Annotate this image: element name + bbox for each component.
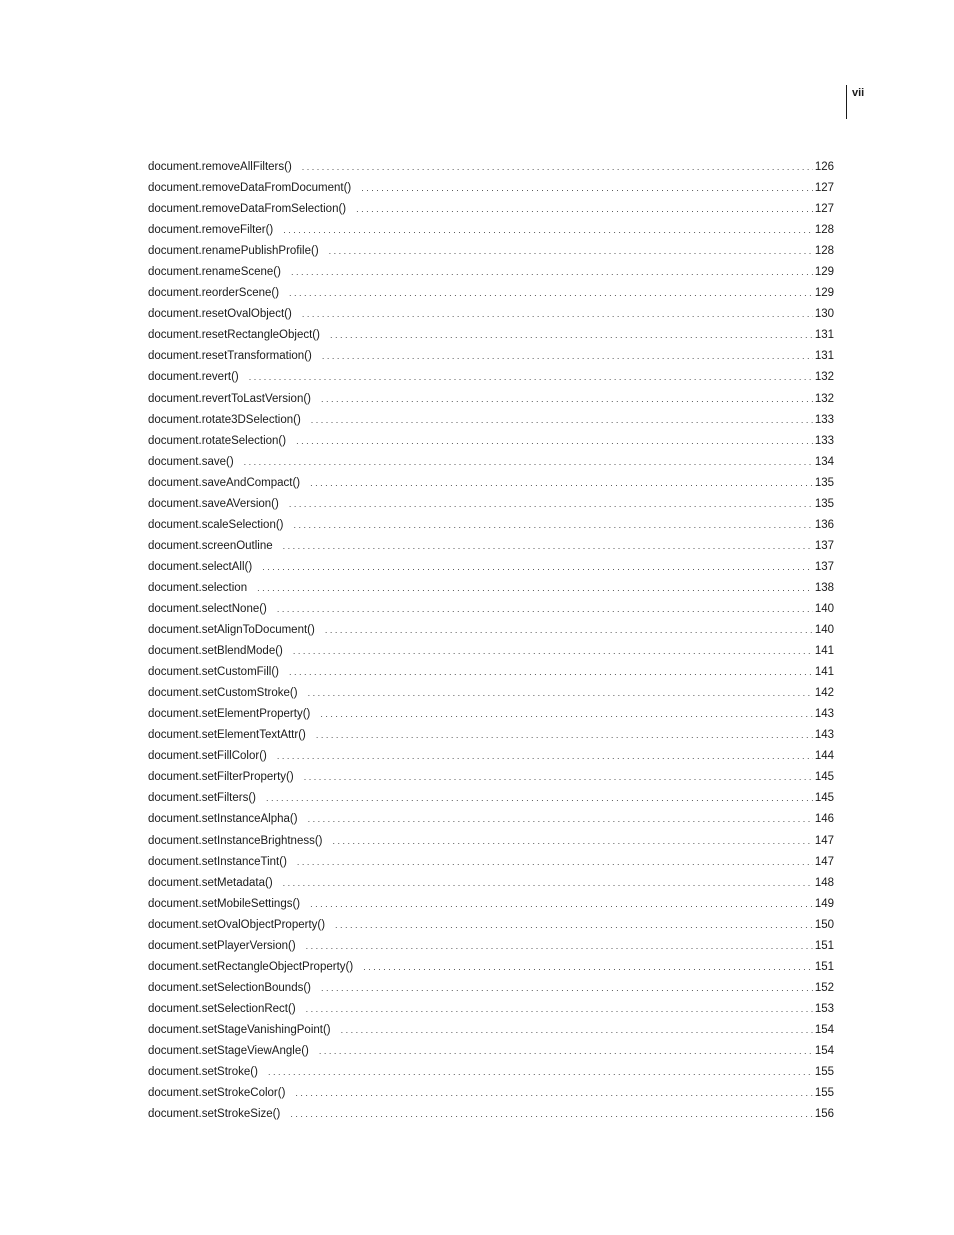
- toc-entry[interactable]: [148, 304, 834, 325]
- toc-entry-title[interactable]: document.removeAllFilters(): [148, 161, 292, 173]
- toc-entry[interactable]: [148, 767, 834, 788]
- toc-entry-title[interactable]: document.renameScene(): [148, 266, 281, 279]
- toc-entry-page-number[interactable]: 155: [814, 1087, 834, 1100]
- toc-entry-page-number[interactable]: 127: [814, 203, 834, 216]
- toc-entry-title[interactable]: document.selectAll(): [148, 560, 253, 573]
- toc-dot-leader: [291, 262, 813, 283]
- toc-entry-page-number[interactable]: 141: [814, 666, 834, 679]
- toc-dot-leader: [304, 767, 813, 788]
- toc-entry-page-number[interactable]: 146: [814, 813, 834, 826]
- toc-entry[interactable]: [148, 157, 834, 178]
- toc-entry[interactable]: [148, 473, 834, 494]
- toc-dot-leader: [310, 473, 813, 494]
- toc-dot-leader: [341, 1020, 813, 1041]
- toc-entry-page-number[interactable]: 137: [814, 539, 834, 552]
- toc-entry-title[interactable]: document.setInstanceAlpha(): [148, 813, 298, 826]
- toc-entry[interactable]: [148, 831, 834, 852]
- toc-entry-page-number[interactable]: 147: [814, 834, 834, 847]
- toc-entry-page-number[interactable]: 126: [814, 161, 834, 173]
- toc-entry-title[interactable]: document.setMobileSettings(): [148, 897, 301, 910]
- toc-entry-page-number[interactable]: 152: [814, 981, 834, 994]
- toc-entry-page-number[interactable]: 131: [814, 329, 834, 342]
- toc-entry-title[interactable]: document.save(): [148, 455, 234, 468]
- toc-entry-title[interactable]: document.revertToLastVersion(): [148, 392, 311, 405]
- toc-entry[interactable]: [148, 999, 834, 1020]
- toc-entry-page-number[interactable]: 135: [814, 476, 834, 489]
- toc-entry[interactable]: [148, 620, 834, 641]
- toc-entry-title[interactable]: document.setCustomStroke(): [148, 687, 298, 700]
- toc-entry-page-number[interactable]: 156: [814, 1108, 834, 1121]
- toc-dot-leader: [266, 788, 813, 809]
- toc-dot-leader: [244, 452, 813, 473]
- toc-entry[interactable]: [148, 557, 834, 578]
- toc-entry-page-number[interactable]: 128: [814, 245, 834, 258]
- toc-entry-title[interactable]: document.setPlayerVersion(): [148, 939, 296, 952]
- toc-entry[interactable]: [148, 704, 834, 725]
- toc-entry[interactable]: [148, 936, 834, 957]
- toc-entry-page-number[interactable]: 132: [814, 371, 834, 384]
- toc-entry[interactable]: [148, 746, 834, 767]
- toc-entry-page-number[interactable]: 155: [814, 1066, 834, 1079]
- toc-entry[interactable]: [148, 662, 834, 683]
- toc-entry[interactable]: [148, 809, 834, 830]
- toc-entry-title[interactable]: document.setAlignToDocument(): [148, 624, 315, 637]
- toc-entry[interactable]: [148, 178, 834, 199]
- toc-entry-title[interactable]: document.resetRectangleObject(): [148, 329, 320, 342]
- toc-entry-title[interactable]: document.setSelectionRect(): [148, 1002, 296, 1015]
- toc-entry-page-number[interactable]: 133: [814, 434, 834, 447]
- toc-entry-page-number[interactable]: 129: [814, 287, 834, 300]
- toc-dot-leader: [277, 746, 813, 767]
- toc-entry-title[interactable]: document.removeDataFromSelection(): [148, 203, 347, 216]
- toc-entry-page-number[interactable]: 154: [814, 1044, 834, 1057]
- toc-entry[interactable]: [148, 494, 834, 515]
- toc-entry-page-number[interactable]: 143: [814, 708, 834, 721]
- toc-entry-page-number[interactable]: 151: [814, 939, 834, 952]
- toc-entry-page-number[interactable]: 136: [814, 518, 834, 531]
- toc-entry[interactable]: [148, 957, 834, 978]
- toc-entry-page-number[interactable]: 135: [814, 497, 834, 510]
- toc-entry-page-number[interactable]: 141: [814, 645, 834, 658]
- toc-entry[interactable]: [148, 410, 834, 431]
- toc-entry-title[interactable]: document.setStrokeSize(): [148, 1108, 281, 1121]
- toc-dot-leader: [262, 557, 813, 578]
- toc-entry-title[interactable]: document.revert(): [148, 371, 239, 384]
- toc-entry-page-number[interactable]: 138: [814, 581, 834, 594]
- toc-dot-leader: [330, 325, 813, 346]
- toc-entry[interactable]: [148, 725, 834, 746]
- table-of-contents: [148, 157, 834, 1125]
- toc-entry-title[interactable]: document.resetTransformation(): [148, 350, 312, 363]
- toc-entry-page-number[interactable]: 149: [814, 897, 834, 910]
- toc-dot-leader: [308, 683, 813, 704]
- toc-dot-leader: [306, 999, 813, 1020]
- toc-dot-leader: [316, 725, 813, 746]
- toc-entry-title[interactable]: document.setSelectionBounds(): [148, 981, 312, 994]
- toc-dot-leader: [320, 704, 812, 725]
- toc-dot-leader: [295, 1083, 812, 1104]
- toc-dot-leader: [306, 936, 813, 957]
- toc-dot-leader: [302, 157, 813, 178]
- toc-entry-page-number[interactable]: 128: [814, 224, 834, 237]
- toc-entry[interactable]: [148, 283, 834, 304]
- toc-entry-title[interactable]: document.selectNone(): [148, 602, 267, 615]
- toc-dot-leader: [249, 367, 813, 388]
- toc-entry-title[interactable]: document.reorderScene(): [148, 287, 280, 300]
- toc-entry-page-number[interactable]: 131: [814, 350, 834, 363]
- toc-entry-page-number[interactable]: 148: [814, 876, 834, 889]
- toc-entry-title[interactable]: document.setInstanceTint(): [148, 855, 287, 868]
- toc-entry[interactable]: [148, 1104, 834, 1125]
- toc-dot-leader: [302, 304, 813, 325]
- toc-entry-title[interactable]: document.setElementProperty(): [148, 708, 311, 721]
- toc-entry[interactable]: [148, 452, 834, 473]
- toc-dot-leader: [283, 536, 813, 557]
- toc-dot-leader: [329, 241, 813, 262]
- toc-entry[interactable]: [148, 346, 834, 367]
- toc-entry[interactable]: [148, 1020, 834, 1041]
- toc-dot-leader: [321, 389, 813, 410]
- toc-entry-page-number[interactable]: 133: [814, 413, 834, 426]
- toc-entry-page-number[interactable]: 150: [814, 918, 834, 931]
- toc-entry-title[interactable]: document.setCustomFill(): [148, 666, 280, 679]
- toc-entry[interactable]: [148, 536, 834, 557]
- toc-entry[interactable]: [148, 1062, 834, 1083]
- toc-entry-title[interactable]: document.resetOvalObject(): [148, 308, 292, 321]
- toc-entry-page-number[interactable]: 134: [814, 455, 834, 468]
- toc-dot-leader: [321, 978, 813, 999]
- toc-entry-page-number[interactable]: 132: [814, 392, 834, 405]
- toc-entry[interactable]: [148, 641, 834, 662]
- toc-entry-page-number[interactable]: 127: [814, 182, 834, 195]
- toc-dot-leader: [311, 410, 813, 431]
- toc-entry-title[interactable]: document.removeDataFromDocument(): [148, 182, 352, 195]
- toc-entry-title[interactable]: document.setBlendMode(): [148, 645, 283, 658]
- toc-dot-leader: [308, 809, 813, 830]
- toc-entry-title[interactable]: document.setElementTextAttr(): [148, 729, 306, 742]
- toc-dot-leader: [325, 620, 813, 641]
- toc-entry-title[interactable]: document.setStageViewAngle(): [148, 1044, 309, 1057]
- toc-entry[interactable]: [148, 894, 834, 915]
- page-header: [846, 85, 864, 119]
- toc-dot-leader: [310, 894, 813, 915]
- toc-entry-title[interactable]: document.setMetadata(): [148, 876, 273, 889]
- toc-dot-leader: [290, 1104, 813, 1125]
- toc-entry[interactable]: [148, 1041, 834, 1062]
- toc-entry-title[interactable]: document.setOvalObjectProperty(): [148, 918, 326, 931]
- toc-entry-page-number[interactable]: 142: [814, 687, 834, 700]
- toc-entry[interactable]: [148, 978, 834, 999]
- page-number: vii: [852, 87, 865, 99]
- toc-entry-title[interactable]: document.saveAndCompact(): [148, 476, 301, 489]
- toc-entry[interactable]: [148, 578, 834, 599]
- toc-entry-page-number[interactable]: 147: [814, 855, 834, 868]
- toc-entry-title[interactable]: document.selection: [148, 581, 248, 594]
- toc-entry-page-number[interactable]: 130: [814, 308, 834, 321]
- toc-entry[interactable]: [148, 241, 834, 262]
- toc-entry-page-number[interactable]: 129: [814, 266, 834, 279]
- toc-entry-title[interactable]: document.setInstanceBrightness(): [148, 834, 323, 847]
- toc-entry-title[interactable]: document.setStroke(): [148, 1066, 258, 1079]
- toc-entry-page-number[interactable]: 140: [814, 624, 834, 637]
- toc-dot-leader: [361, 178, 813, 199]
- toc-entry-title[interactable]: document.setStageVanishingPoint(): [148, 1023, 331, 1036]
- toc-dot-leader: [293, 641, 813, 662]
- toc-dot-leader: [363, 957, 813, 978]
- toc-entry[interactable]: [148, 389, 834, 410]
- toc-dot-leader: [319, 1041, 813, 1062]
- toc-dot-leader: [257, 578, 813, 599]
- toc-dot-leader: [268, 1062, 813, 1083]
- toc-dot-leader: [322, 346, 813, 367]
- toc-entry-title[interactable]: document.setFillColor(): [148, 750, 267, 763]
- toc-entry-page-number[interactable]: 144: [814, 750, 834, 763]
- toc-entry[interactable]: [148, 852, 834, 873]
- toc-entry-page-number[interactable]: 137: [814, 560, 834, 573]
- toc-entry-title[interactable]: document.saveAVersion(): [148, 497, 279, 510]
- toc-dot-leader: [294, 515, 813, 536]
- toc-entry[interactable]: [148, 1083, 834, 1104]
- toc-entry[interactable]: [148, 325, 834, 346]
- toc-dot-leader: [296, 431, 813, 452]
- toc-entry-page-number[interactable]: 145: [814, 792, 834, 805]
- toc-entry-title[interactable]: document.removeFilter(): [148, 224, 274, 237]
- toc-entry[interactable]: [148, 599, 834, 620]
- toc-entry-title[interactable]: document.setRectangleObjectProperty(): [148, 960, 354, 973]
- toc-entry-title[interactable]: document.screenOutline: [148, 539, 273, 552]
- toc-entry[interactable]: [148, 220, 834, 241]
- toc-entry-page-number[interactable]: 140: [814, 602, 834, 615]
- toc-dot-leader: [289, 662, 813, 683]
- toc-dot-leader: [333, 831, 813, 852]
- toc-entry-title[interactable]: document.setFilters(): [148, 792, 257, 805]
- toc-dot-leader: [277, 599, 813, 620]
- toc-entry-title[interactable]: document.rotateSelection(): [148, 434, 287, 447]
- toc-dot-leader: [283, 873, 813, 894]
- toc-dot-leader: [289, 494, 813, 515]
- toc-entry-title[interactable]: document.setFilterProperty(): [148, 771, 294, 784]
- toc-entry[interactable]: [148, 873, 834, 894]
- toc-entry-title[interactable]: document.renamePublishProfile(): [148, 245, 319, 258]
- toc-dot-leader: [283, 220, 813, 241]
- toc-entry-page-number[interactable]: 145: [814, 771, 834, 784]
- toc-entry[interactable]: [148, 788, 834, 809]
- toc-entry[interactable]: [148, 915, 834, 936]
- toc-dot-leader: [335, 915, 813, 936]
- toc-entry-page-number[interactable]: 151: [814, 960, 834, 973]
- toc-entry-title[interactable]: document.rotate3DSelection(): [148, 413, 301, 426]
- toc-entry[interactable]: [148, 431, 834, 452]
- toc-entry[interactable]: [148, 262, 834, 283]
- toc-entry[interactable]: [148, 367, 834, 388]
- toc-entry-page-number[interactable]: 143: [814, 729, 834, 742]
- toc-entry[interactable]: [148, 199, 834, 220]
- toc-entry-page-number[interactable]: 154: [814, 1023, 834, 1036]
- toc-entry-page-number[interactable]: 153: [814, 1002, 834, 1015]
- toc-entry[interactable]: [148, 683, 834, 704]
- toc-entry-title[interactable]: document.setStrokeColor(): [148, 1087, 286, 1100]
- toc-dot-leader: [356, 199, 813, 220]
- toc-dot-leader: [297, 852, 813, 873]
- toc-entry[interactable]: [148, 515, 834, 536]
- toc-dot-leader: [289, 283, 813, 304]
- toc-entry-title[interactable]: document.scaleSelection(): [148, 518, 284, 531]
